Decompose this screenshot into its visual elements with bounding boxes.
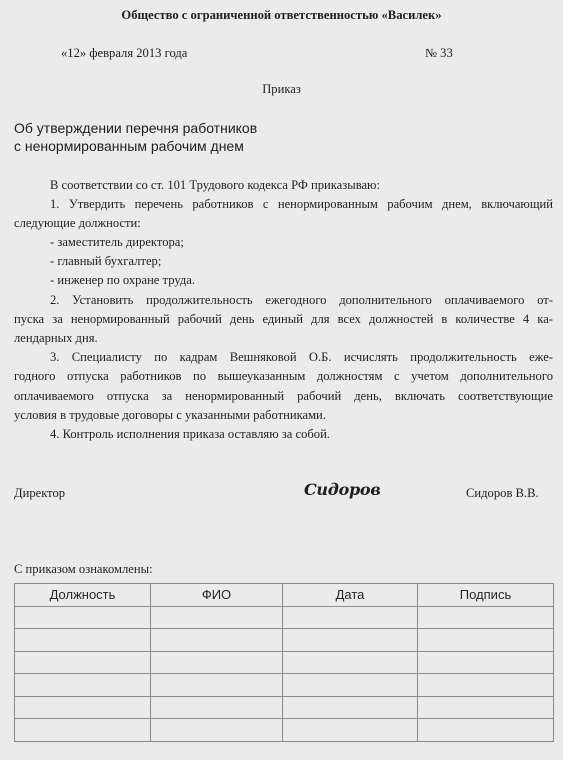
table-row xyxy=(15,696,554,719)
table-cell xyxy=(151,696,283,719)
p3-line-3: оплачиваемого отпуска за ненормированный рабочий день, включать соответствующие xyxy=(14,389,553,403)
order-number: № 33 xyxy=(425,46,453,60)
p1-line-2: следующие должности: xyxy=(14,216,141,230)
table-cell xyxy=(283,696,418,719)
column-header: Подпись xyxy=(418,584,554,607)
table-cell xyxy=(15,719,151,742)
order-date: «12» февраля 2013 года xyxy=(61,46,188,60)
table-cell xyxy=(418,719,554,742)
table-cell xyxy=(15,696,151,719)
list-item: - заместитель директора; xyxy=(50,235,184,249)
table-cell xyxy=(418,674,554,697)
table-cell xyxy=(418,606,554,629)
table-cell xyxy=(151,719,283,742)
column-header: ФИО xyxy=(151,584,283,607)
p3-line-1: 3. Специалисту по кадрам Вешняковой О.Б. исчислять продолжительность еже- xyxy=(50,350,553,364)
p3-line-2: годного отпуска работников по вышеуказанным должностям с учетом дополнительного xyxy=(14,369,553,383)
table-cell xyxy=(151,629,283,652)
table-cell xyxy=(283,606,418,629)
table-cell xyxy=(151,651,283,674)
acquaint-heading: С приказом ознакомлены: xyxy=(14,562,153,576)
intro-text: В соответствии со ст. 101 Трудового кодекса РФ приказываю: xyxy=(50,178,380,192)
table-cell xyxy=(418,696,554,719)
column-header: Дата xyxy=(283,584,418,607)
table-row xyxy=(15,674,554,697)
subject-line-1: Об утверждении перечня работников xyxy=(14,120,258,136)
table-cell xyxy=(283,629,418,652)
table-body xyxy=(15,606,554,741)
column-header: Должность xyxy=(15,584,151,607)
table-row xyxy=(15,651,554,674)
p3-line-4: условия в трудовые договоры с указанными работниками. xyxy=(14,408,326,422)
table-cell xyxy=(283,719,418,742)
p2-line-3: лендарных дня. xyxy=(14,331,98,345)
table-cell xyxy=(151,606,283,629)
table-row xyxy=(15,629,554,652)
table-cell xyxy=(151,674,283,697)
acquaintance-table xyxy=(14,583,554,742)
list-item: - инженер по охране труда. xyxy=(50,273,195,287)
signatory-name: Сидоров В.В. xyxy=(466,486,539,500)
p2-line-2: пуска за ненормированный рабочий день единый для всех должностей в количестве 4 ка- xyxy=(14,312,553,326)
table-row xyxy=(15,719,554,742)
table-cell xyxy=(283,674,418,697)
table-cell xyxy=(15,606,151,629)
table-cell xyxy=(15,651,151,674)
table-cell xyxy=(15,629,151,652)
table-cell xyxy=(283,651,418,674)
list-item: - главный бухгалтер; xyxy=(50,254,162,268)
table-cell xyxy=(15,674,151,697)
table-cell xyxy=(418,651,554,674)
subject-line-2: с ненормированным рабочим днем xyxy=(14,138,244,154)
handwritten-signature: Сидоров xyxy=(304,480,381,499)
p1-line-1: 1. Утвердить перечень работников с ненормированным рабочим днем, включающий xyxy=(50,197,553,211)
p4-text: 4. Контроль исполнения приказа оставляю за собой. xyxy=(50,427,330,441)
signatory-position: Директор xyxy=(14,486,66,500)
p2-line-1: 2. Установить продолжительность ежегодного дополнительного оплачиваемого от- xyxy=(50,293,553,307)
document-type: Приказ xyxy=(262,82,301,96)
organization-name: Общество с ограниченной ответственностью «Василек» xyxy=(121,8,442,22)
table-header-row xyxy=(15,584,554,607)
table-cell xyxy=(418,629,554,652)
table-row xyxy=(15,606,554,629)
